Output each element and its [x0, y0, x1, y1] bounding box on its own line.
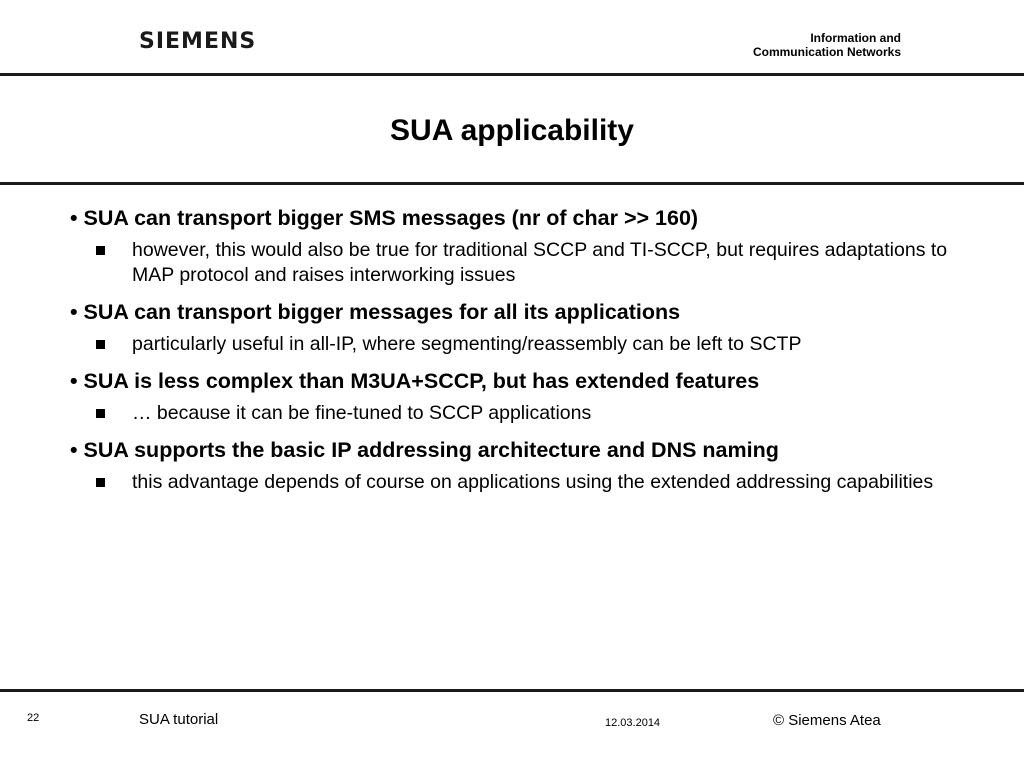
sub-point-3: [70, 401, 970, 426]
sub-point-text: however, this would also be true for traditional SCCP and TI-SCCP, but requires adaptations to MAP protocol and raises interworking issues: [132, 239, 948, 286]
division-line-2: Communication Networks: [752, 45, 901, 59]
bullet-point-3: [70, 367, 970, 395]
slide-title: SUA applicability: [390, 114, 634, 147]
square-bullet-icon: [96, 340, 105, 349]
square-bullet-icon: [96, 246, 105, 255]
title-divider: [0, 182, 1024, 185]
sub-point-text: this advantage depends of course on applications using the extended addressing capabilities: [132, 471, 934, 493]
bullet-dot: •: [70, 206, 78, 230]
presentation-date: 12.03.2014: [605, 717, 661, 729]
bullet-text: SUA can transport bigger messages for all its applications: [83, 300, 681, 324]
division-line-1: Information and: [810, 31, 901, 45]
slide-content: [70, 204, 970, 505]
presentation-title: SUA tutorial: [139, 711, 219, 728]
sub-point-text: … because it can be fine-tuned to SCCP applications: [132, 402, 592, 424]
bullet-text: SUA can transport bigger SMS messages (nr of char >> 160): [83, 206, 699, 230]
sub-point-2: [70, 332, 970, 357]
sub-point-4: [70, 470, 970, 495]
bullet-point-4: [70, 436, 970, 464]
square-bullet-icon: [96, 409, 105, 418]
copyright-notice: © Siemens Atea: [773, 712, 881, 729]
bullet-text: SUA supports the basic IP addressing architecture and DNS naming: [83, 438, 779, 462]
sub-point-1: [70, 238, 970, 288]
bullet-dot: •: [70, 438, 78, 462]
division-name: [753, 31, 901, 59]
bullet-dot: •: [70, 369, 78, 393]
bullet-dot: •: [70, 300, 78, 324]
bullet-text: SUA is less complex than M3UA+SCCP, but has extended features: [83, 369, 760, 393]
bullet-point-2: [70, 298, 970, 326]
header-divider: [0, 73, 1024, 76]
page-number: 22: [27, 712, 40, 724]
footer-divider: [0, 689, 1024, 692]
bullet-point-1: [70, 204, 970, 232]
siemens-logo: SIEMENS: [139, 29, 257, 54]
sub-point-text: particularly useful in all-IP, where segmenting/reassembly can be left to SCTP: [132, 333, 802, 355]
square-bullet-icon: [96, 478, 105, 487]
